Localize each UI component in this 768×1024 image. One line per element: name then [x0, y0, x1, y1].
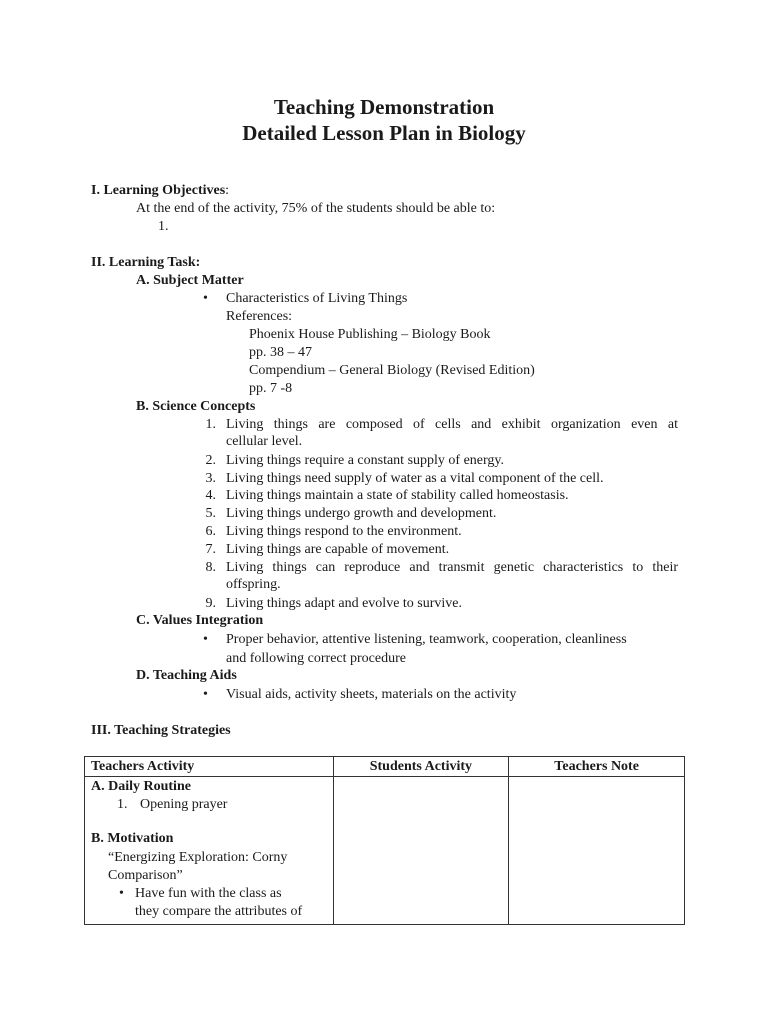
concept-item-9: Living things adapt and evolve to survive. [226, 596, 463, 611]
concept-item-8-line-1: Living things can reproduce and transmit genetic characteristics to their [226, 560, 678, 575]
reference-2: Compendium – General Biology (Revised Edition) [249, 363, 535, 378]
values-line-1: Proper behavior, attentive listening, teamwork, cooperation, cleanliness [226, 632, 627, 647]
concept-number: 2. [205, 453, 216, 468]
document-title-line-1: Teaching Demonstration [273, 95, 495, 119]
daily-routine-item: Opening prayer [140, 797, 228, 812]
concept-item-1-line-1: Living things are composed of cells and exhibit organization even at [226, 417, 678, 432]
concept-number: 7. [205, 542, 216, 557]
motivation-heading: B. Motivation [91, 831, 174, 846]
concept-number: 3. [205, 471, 216, 486]
concept-number: 5. [205, 506, 216, 521]
bullet-icon: • [119, 886, 124, 901]
concept-number: 6. [205, 524, 216, 539]
concept-item-1-line-2: cellular level. [226, 434, 303, 449]
reference-1: Phoenix House Publishing – Biology Book [249, 327, 491, 342]
concept-item-4: Living things maintain a state of stability called homeostasis. [226, 488, 569, 503]
document-title-line-2: Detailed Lesson Plan in Biology [242, 121, 526, 145]
concept-item-6: Living things respond to the environment. [226, 524, 462, 539]
section-1-heading-colon: : [225, 183, 230, 198]
values-integration-heading: C. Values Integration [136, 613, 264, 628]
bullet-icon: • [203, 291, 208, 306]
values-line-2: and following correct procedure [226, 651, 406, 666]
subject-topic: Characteristics of Living Things [226, 291, 408, 306]
reference-2-pages: pp. 7 -8 [249, 381, 293, 396]
teaching-aids-heading: D. Teaching Aids [136, 668, 237, 683]
concept-item-8-line-2: offspring. [226, 577, 281, 592]
teachers-note-cell [509, 777, 685, 925]
concept-number: 4. [205, 488, 216, 503]
concept-item-7: Living things are capable of movement. [226, 542, 450, 557]
teachers-activity-content [85, 777, 333, 924]
teaching-aids-line: Visual aids, activity sheets, materials on the activity [226, 687, 517, 702]
objectives-intro: At the end of the activity, 75% of the students should be able to: [136, 201, 496, 216]
motivation-bullet-line-2: they compare the attributes of [135, 904, 303, 919]
reference-1-pages: pp. 38 – 47 [249, 345, 312, 360]
table-header-row [85, 757, 685, 777]
header-students-activity: Students Activity [333, 757, 509, 777]
daily-routine-item-number: 1. [117, 797, 128, 812]
header-teachers-activity: Teachers Activity [85, 757, 334, 777]
subject-matter-heading: A. Subject Matter [136, 273, 244, 288]
concept-number: 8. [205, 560, 216, 575]
teaching-strategies-table [84, 756, 685, 925]
table-row [85, 777, 685, 925]
section-1-heading-text: I. Learning Objectives [91, 183, 226, 198]
section-3-heading: III. Teaching Strategies [91, 723, 231, 738]
objective-item-1-number: 1. [158, 219, 169, 234]
motivation-title-line-1: “Energizing Exploration: Corny [108, 850, 288, 865]
concept-item-2: Living things require a constant supply of energy. [226, 453, 504, 468]
bullet-icon: • [203, 687, 208, 702]
science-concepts-heading: B. Science Concepts [136, 399, 256, 414]
daily-routine-heading: A. Daily Routine [91, 779, 191, 794]
motivation-title-line-2: Comparison” [108, 868, 183, 883]
motivation-bullet-line-1: Have fun with the class as [135, 886, 282, 901]
students-activity-cell [333, 777, 509, 925]
concept-item-5: Living things undergo growth and development. [226, 506, 497, 521]
section-1-heading [91, 182, 229, 200]
bullet-icon: • [203, 632, 208, 647]
teachers-activity-cell [85, 777, 334, 925]
concept-item-3: Living things need supply of water as a vital component of the cell. [226, 471, 604, 486]
concept-number: 9. [205, 596, 216, 611]
header-teachers-note: Teachers Note [509, 757, 685, 777]
concept-number: 1. [205, 417, 216, 432]
references-label: References: [226, 309, 293, 324]
section-2-heading: II. Learning Task: [91, 255, 201, 270]
